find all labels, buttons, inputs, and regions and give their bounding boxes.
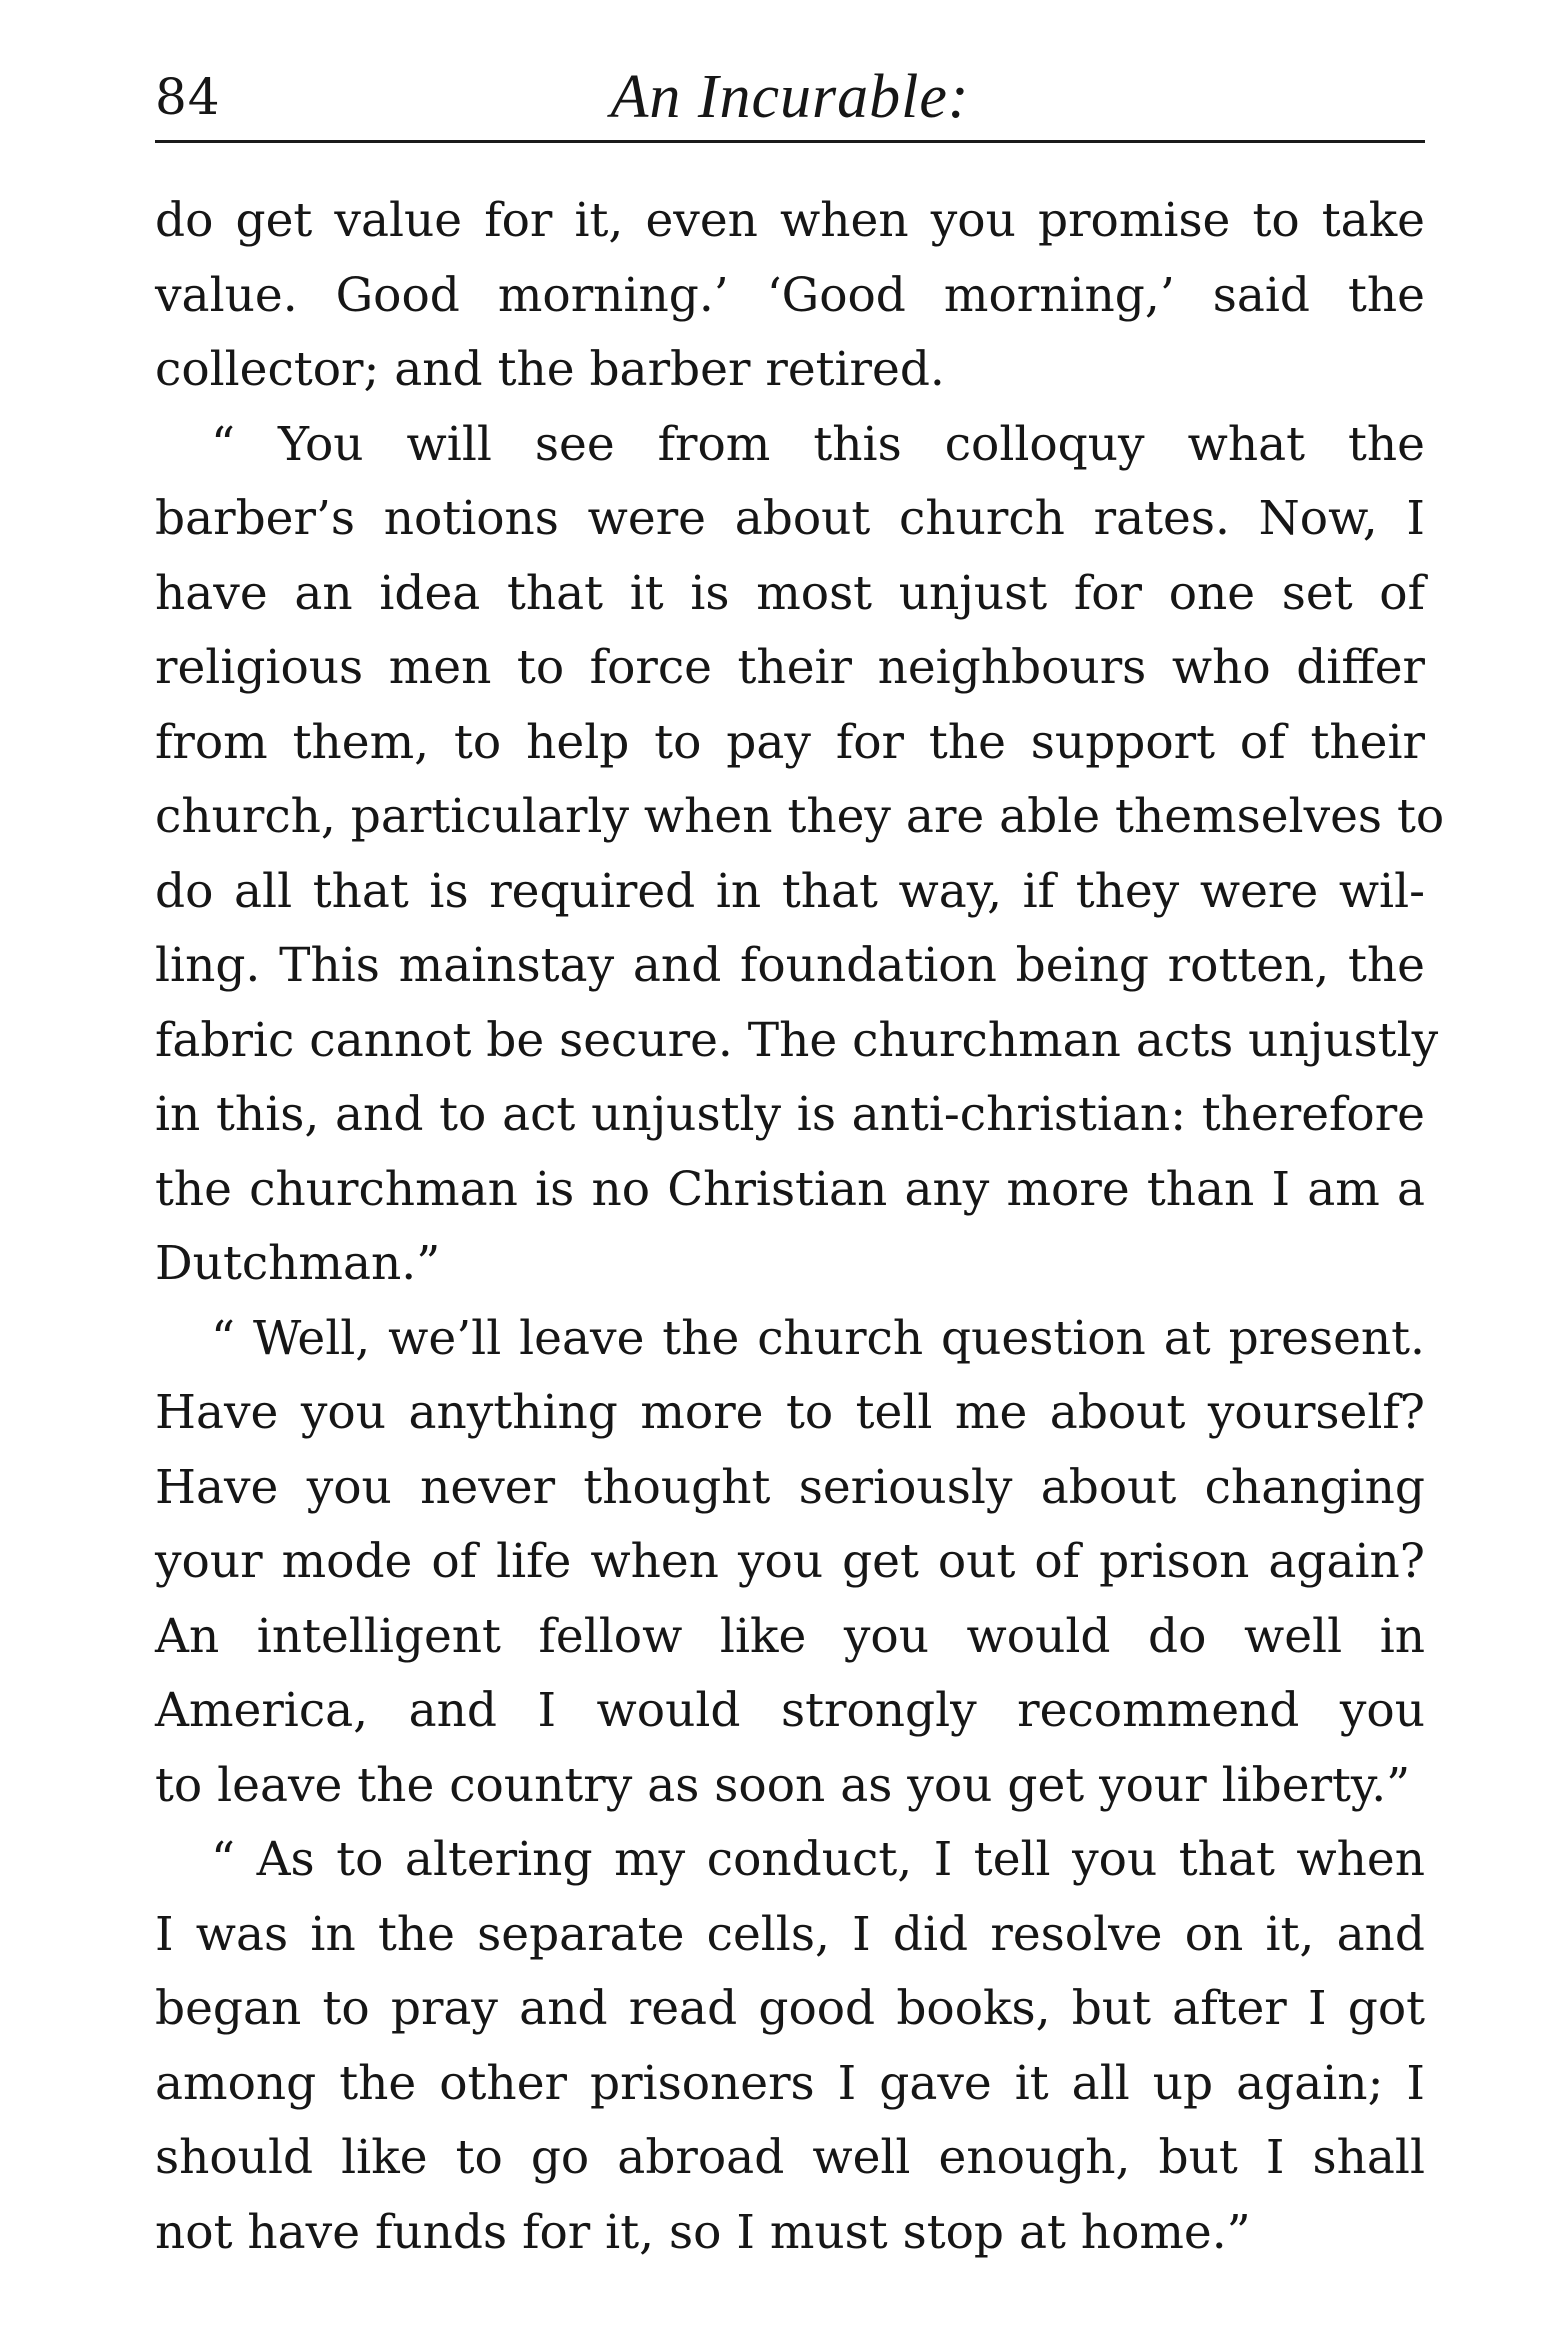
text-line: America, and I would strongly recommend you — [155, 1683, 1425, 1738]
paragraph — [155, 184, 1425, 408]
text-line: church, particularly when they are able themselves to — [155, 789, 1445, 844]
text-line: not have funds for it, so I must stop at home.” — [155, 2204, 1251, 2260]
text-line: religious men to force their neighbours who differ — [155, 640, 1425, 695]
text-line: fabric cannot be secure. The churchman acts unjustly — [155, 1012, 1439, 1068]
paragraph — [155, 1823, 1425, 2270]
text-line: do get value for it, even when you promise to take — [155, 193, 1425, 248]
text-line: “ Well, we’ll leave the church question at present. — [211, 1310, 1425, 1366]
text-line: “ You will see from this colloquy what the — [211, 416, 1425, 472]
text-line: in this, and to act unjustly is anti-christian: therefore — [155, 1087, 1425, 1142]
text-line: ling. This mainstay and foundation being rotten, the — [155, 938, 1425, 993]
text-line: began to pray and read good books, but after I got — [155, 1981, 1425, 2036]
text-line: do all that is required in that way, if they were wil- — [155, 863, 1425, 919]
text-line: value. Good morning.’ ‘Good morning,’ said the — [155, 267, 1425, 323]
text-line: “ As to altering my conduct, I tell you that when — [211, 1832, 1425, 1887]
paragraph — [155, 1302, 1425, 1824]
paragraph — [155, 408, 1445, 1302]
text-line: have an idea that it is most unjust for one set of — [155, 565, 1425, 621]
text-line: your mode of life when you get out of prison again? — [155, 1534, 1425, 1589]
text-line: should like to go abroad well enough, but I shall — [155, 2130, 1425, 2185]
running-head: An Incurable: — [610, 63, 970, 131]
body-text — [155, 184, 1445, 2270]
text-line: collector; and the barber retired. — [155, 342, 945, 397]
text-line: I was in the separate cells, I did resolve on it, and — [155, 1906, 1425, 1962]
text-line: to leave the country as soon as you get your liberty.” — [155, 1757, 1411, 1813]
text-line: Have you anything more to tell me about yourself? — [155, 1385, 1425, 1440]
text-line: barber’s notions were about church rates. Now, I — [155, 491, 1425, 546]
text-line: the churchman is no Christian any more than I am a — [155, 1161, 1425, 1217]
page-number: 84 — [155, 68, 221, 126]
text-line: from them, to help to pay for the support of their — [155, 714, 1425, 770]
text-line: Have you never thought seriously about changing — [155, 1459, 1425, 1515]
header-rule — [155, 140, 1425, 143]
text-line: An intelligent fellow like you would do well in — [155, 1608, 1425, 1664]
page-header — [155, 52, 1425, 142]
text-line: among the other prisoners I gave it all up again; I — [155, 2055, 1425, 2111]
text-line: Dutchman.” — [155, 1236, 441, 1291]
